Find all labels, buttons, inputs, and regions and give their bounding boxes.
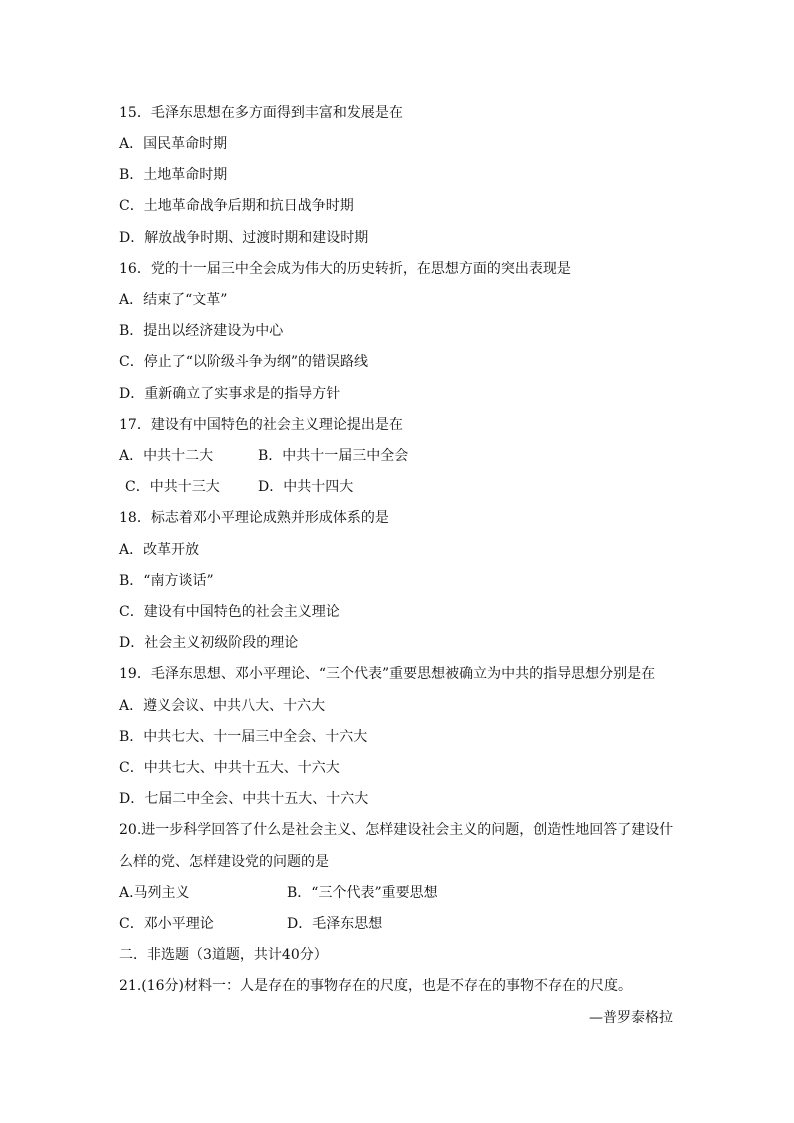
q20-stem-line1: 20.进一步科学回答了什么是社会主义、怎样建设社会主义的问题，创造性地回答了建设什 <box>119 822 674 838</box>
q20-option-a: A.马列主义 <box>119 885 190 901</box>
q21-attribution: —普罗泰格拉 <box>589 1010 673 1026</box>
q18-option-a: A．改革开放 <box>119 542 200 558</box>
q15-option-c: C．土地革命战争后期和抗日战争时期 <box>119 198 354 214</box>
q17-stem: 17．建设有中国特色的社会主义理论提出是在 <box>119 417 403 433</box>
q19-option-a: A．遵义会议、中共八大、十六大 <box>119 698 326 714</box>
q18-stem: 18．标志着邓小平理论成熟并形成体系的是 <box>119 510 389 526</box>
q16-option-a: A．结束了“文革” <box>119 292 228 308</box>
q15-option-d: D．解放战争时期、过渡时期和建设时期 <box>119 230 369 246</box>
q20-option-c: C．邓小平理论 <box>119 916 214 932</box>
q18-option-b: B．“南方谈话” <box>119 573 214 589</box>
q16-option-b: B．提出以经济建设为中心 <box>119 323 284 339</box>
q20-option-b: B．“三个代表”重要思想 <box>287 885 438 901</box>
q17-option-b: B．中共十一届三中全会 <box>258 448 409 464</box>
section-heading: 二．非选题（3道题，共计40分） <box>119 947 328 963</box>
q19-option-b: B．中共七大、十一届三中全会、十六大 <box>119 729 368 745</box>
q17-option-c: C．中共十三大 <box>125 479 220 495</box>
q17-option-a: A．中共十二大 <box>119 448 214 464</box>
q15-option-b: B．土地革命时期 <box>119 167 228 183</box>
q19-stem: 19．毛泽东思想、邓小平理论、“三个代表”重要思想被确立为中共的指导思想分别是在 <box>119 666 656 682</box>
q15-option-a: A．国民革命时期 <box>119 136 228 152</box>
q16-option-c: C．停止了“以阶级斗争为纲”的错误路线 <box>119 354 369 370</box>
q15-stem: 15．毛泽东思想在多方面得到丰富和发展是在 <box>119 105 403 121</box>
q18-option-d: D．社会主义初级阶段的理论 <box>119 635 299 651</box>
q18-option-c: C．建设有中国特色的社会主义理论 <box>119 604 340 620</box>
q20-option-d: D．毛泽东思想 <box>287 916 383 932</box>
q19-option-c: C．中共七大、中共十五大、十六大 <box>119 760 340 776</box>
q20-stem-line2: 么样的党、怎样建设党的问题的是 <box>119 854 329 870</box>
q16-stem: 16．党的十一届三中全会成为伟大的历史转折，在思想方面的突出表现是 <box>119 261 571 277</box>
q16-option-d: D．重新确立了实事求是的指导方针 <box>119 386 341 402</box>
q17-option-d: D．中共十四大 <box>258 479 354 495</box>
q19-option-d: D．七届二中全会、中共十五大、十六大 <box>119 791 369 807</box>
q21-material1: 21.(16分)材料一：人是存在的事物存在的尺度，也是不存在的事物不存在的尺度。 <box>119 978 633 994</box>
